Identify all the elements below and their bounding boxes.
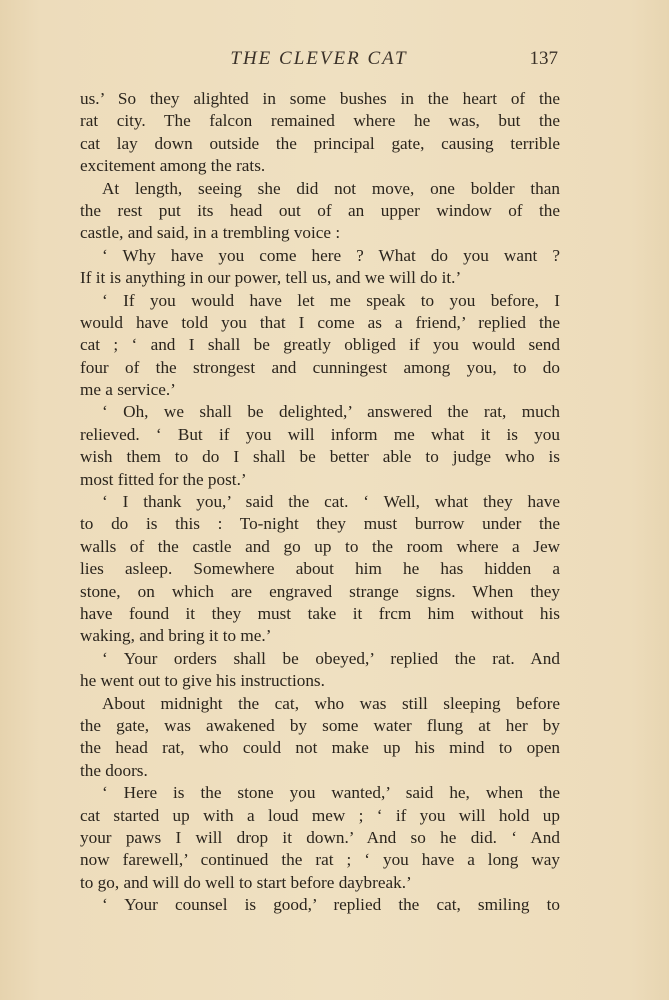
text-line: your paws I will drop it down.’ And so he did. ‘ And: [80, 827, 560, 847]
text-line: waking, and bring it to me.’: [80, 626, 272, 646]
running-head: [80, 48, 558, 74]
text-line: ‘ I thank you,’ said the cat. ‘ Well, what they have: [102, 492, 560, 512]
text-line: us.’ So they alighted in some bushes in the heart of the: [80, 89, 560, 108]
text-line: lies asleep. Somewhere about him he has hidden a: [80, 559, 560, 579]
text-line: About midnight the cat, who was still sleeping before: [102, 693, 560, 713]
page-number: 137: [529, 48, 558, 69]
text-line: have found it they must take it frcm him without his: [80, 603, 560, 623]
text-line: would have told you that I come as a friend,’ replied the: [80, 312, 560, 332]
text-line: rat city. The falcon remained where he was, but the: [80, 111, 560, 131]
text-line: castle, and said, in a trembling voice :: [80, 223, 341, 243]
text-line: the head rat, who could not make up his mind to open: [80, 738, 560, 758]
text-line: cat lay down outside the principal gate, causing terrible: [80, 133, 560, 153]
text-line: to do is this : To-night they must burrow under the: [80, 514, 560, 534]
text-line: ‘ Your counsel is good,’ replied the cat, smiling to: [102, 895, 560, 915]
text-line: ‘ Your orders shall be obeyed,’ replied the rat. And: [102, 648, 560, 668]
text-line: walls of the castle and go up to the room where a Jew: [80, 536, 560, 556]
text-line: wish them to do I shall be better able to judge who is: [80, 447, 560, 467]
text-line: the gate, was awakened by some water flung at her by: [80, 715, 560, 735]
text-line: me a service.’: [80, 380, 176, 400]
text-line: ‘ Here is the stone you wanted,’ said he, when the: [102, 783, 560, 803]
text-line: cat started up with a loud mew ; ‘ if you will hold up: [80, 805, 560, 825]
text-line: excitement among the rats.: [80, 156, 266, 176]
text-line: At length, seeing she did not move, one bolder than: [102, 178, 560, 198]
running-title: THE CLEVER CAT: [230, 48, 408, 69]
text-line: four of the strongest and cunningest among you, to do: [80, 357, 560, 377]
text-line: stone, on which are engraved strange signs. When they: [80, 581, 560, 601]
text-line: If it is anything in our power, tell us, and we will do it.’: [80, 268, 462, 288]
text-line: most fitted for the post.’: [80, 469, 247, 489]
text-line: ‘ If you would have let me speak to you before, I: [102, 290, 560, 310]
text-line: relieved. ‘ But if you will inform me what it is you: [80, 424, 560, 444]
text-line: ‘ Why have you come here ? What do you want ?: [102, 245, 560, 265]
text-line: now farewell,’ continued the rat ; ‘ you have a long way: [80, 850, 560, 870]
text-line: to go, and will do well to start before daybreak.’: [80, 872, 412, 892]
text-line: cat ; ‘ and I shall be greatly obliged if you would send: [80, 335, 560, 355]
text-line: the doors.: [80, 760, 148, 780]
text-line: he went out to give his instructions.: [80, 671, 325, 691]
text-line: the rest put its head out of an upper window of the: [80, 200, 560, 220]
text-line: ‘ Oh, we shall be delighted,’ answered the rat, much: [102, 402, 560, 422]
body-text: [80, 88, 560, 916]
